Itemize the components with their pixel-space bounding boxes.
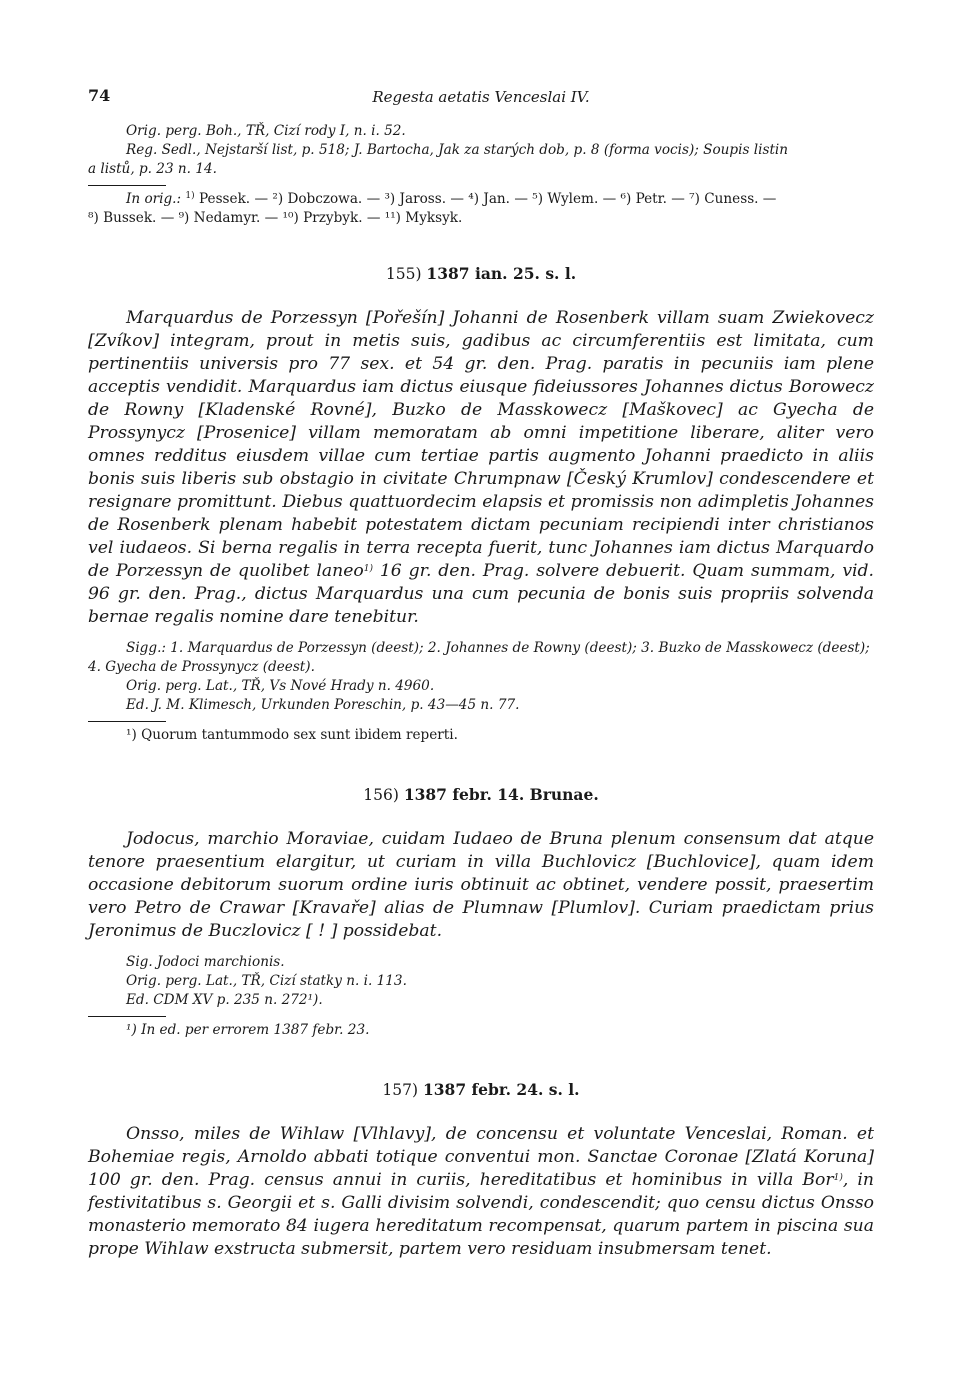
entry-155-sigg: Sigg.: 1. Marquardus de Porzessyn (deest); 2. Johannes de Rowny (deest); 3. Buzko de Masskowecz (deest); 4. Gyecha de Prossynycz (deest). [88, 640, 870, 675]
prev-reg-line2: a listů, p. 23 n. 14. [88, 161, 217, 177]
entry-155-footnote: ¹) Quorum tantummodo sex sunt ibidem reperti. [126, 727, 458, 743]
entry-156-text: Jodocus, marchio Moraviae, cuidam Iudaeo de Bruna plenum consensum dat atque tenore praesentium elargitur, ut curiam in villa Buchlovicz [Buchlovice], quam idem occasione debitorum suorum ordine iuris obtinuit ac obtinet, vendere possit, praesertim vero Petro de Crawar [Kravaře] alias de Plumnaw [Plumlov]. Curiam praedictam prius Jeronimus de Buczlovicz [ ! ] possidebat. [88, 829, 874, 941]
entry-155-number: 155) [385, 265, 427, 283]
entry-156-number: 156) [363, 786, 404, 804]
prev-reg-line1: Reg. Sedl., Nejstarší list, p. 518; J. Bartocha, Jak za starých dob, p. 8 (forma vocis); Soupis listin [126, 142, 789, 158]
separator-rule [88, 721, 166, 722]
in-orig-notes: In orig.: $^{1)}$ Pessek. — ²) Dobczowa. — ³) Jaross. — ⁴) Jan. — ⁵) Wylem. — ⁶) Petr. — ⁷) Cuness. — ⁸) Bussek. — ⁹) Nedamyr. — ¹⁰) Przybyk. — ¹¹) Myksyk. [88, 190, 874, 228]
entry-156-footnote: ¹) In ed. per errorem 1387 febr. 23. [126, 1022, 370, 1038]
in-orig-line1: Pessek. — ²) Dobczowa. — ³) Jaross. — ⁴) Jan. — ⁵) Wylem. — ⁶) Petr. — ⁷) Cuness. — [194, 191, 777, 207]
entry-157-number: 157) [382, 1081, 423, 1099]
in-orig-line2: ⁸) Bussek. — ⁹) Nedamyr. — ¹⁰) Przybyk. — ¹¹) Myksyk. [88, 210, 463, 226]
entry-156-heading [88, 785, 874, 804]
entry-155-text: Marquardus de Porzessyn [Pořešín] Johanni de Rosenberk villam suam Zwiekovecz [Zvíkov] integram, prout in metis suis, gadibus ac circumferentiis est limitata, cum pertinentiis universis pro 77 sex. et 54 gr. den. Prag. paratis in pecuniis iam plene acceptis vendidit. Marquardus iam dictus eiusque fideiussores Johannes dictus Borowecz de Rowny [Kladenské Rovné], Buzko de Masskowecz [Maškovec] ac Gyecha de Prossynycz [Prosenice] villam memoratam ab omni impetitione liberare, aliter vero omnes redditus eiusdem villae cum tertiae partis augmento Johanni praedicto in aliis bonis suis liberis sub obstagio in civitate Chrumpnaw [Český Krumlov] condescendere et resignare promittunt. Diebus quattuordecim elapsis et promissis non adimpletis Johannes de Rosenberk plenam habebit potestatem dictam pecuniam recipiendi inter christianos vel iudaeos. Si berna regalis in terra recepta fuerit, tunc Johannes iam dictus Marquardo de Porzessyn de quolibet laneo$^{1)}$ 16 gr. den. Prag. solvere debuerit. Quam summam, vid. 96 gr. den. Prag., dictus Marquardus una cum pecunia de bonis suis propriis solvenda bernae regalis nomine dare tenebitur. [88, 308, 875, 627]
entry-155-notes [88, 639, 874, 715]
prev-orig: Orig. perg. Boh., TŘ, Cizí rody I, n. i. 52. [126, 123, 406, 139]
entry-157-text: Onsso, miles de Wihlaw [Vlhlavy], de concensu et voluntate Venceslai, Roman. et Bohemiae regis, Arnoldo abbati totique conventui mon. Sanctae Coronae [Zlatá Koruna] 100 gr. den. Prag. census annui in curiis, hereditatibus et hominibus in villa Bor$^{1)}$, in festivitatibus s. Georgii et s. Galli divisim solvendi, condescendit; quo censu dictus Onsso monasterio memorato 84 iugera hereditatum recompensat, quarum partem in piscina sua prope Wihlaw exstructa submersit, partem vero residuam insubmersam tenet. [88, 1124, 874, 1259]
entry-156-orig: Orig. perg. Lat., TŘ, Cizí statky n. i. 113. [126, 973, 407, 989]
in-orig-label: In orig.: [126, 191, 182, 207]
entry-155-orig: Orig. perg. Lat., TŘ, Vs Nové Hrady n. 4960. [126, 678, 435, 694]
running-title: Regesta aetatis Venceslai IV. [372, 88, 590, 106]
page-number: 74 [88, 86, 111, 105]
entry-155-heading [88, 264, 874, 283]
page [88, 86, 874, 1261]
entry-156-date: 1387 febr. 14. Brunae. [403, 785, 599, 804]
separator-rule [88, 1016, 166, 1017]
entry-157-date: 1387 febr. 24. s. l. [422, 1080, 580, 1099]
page-header [88, 86, 874, 116]
entry-156-sig: Sig. Jodoci marchionis. [126, 954, 285, 970]
entry-155-date: 1387 ian. 25. s. l. [426, 264, 577, 283]
entry-155-ed: Ed. J. M. Klimesch, Urkunden Poreschin, p. 43—45 n. 77. [126, 697, 520, 713]
separator-rule [88, 185, 166, 186]
entry-157-heading [88, 1080, 874, 1099]
entry-156-notes [88, 953, 874, 1010]
entry-156-ed: Ed. CDM XV p. 235 n. 272¹). [126, 992, 323, 1008]
previous-entry-notes [88, 122, 874, 179]
